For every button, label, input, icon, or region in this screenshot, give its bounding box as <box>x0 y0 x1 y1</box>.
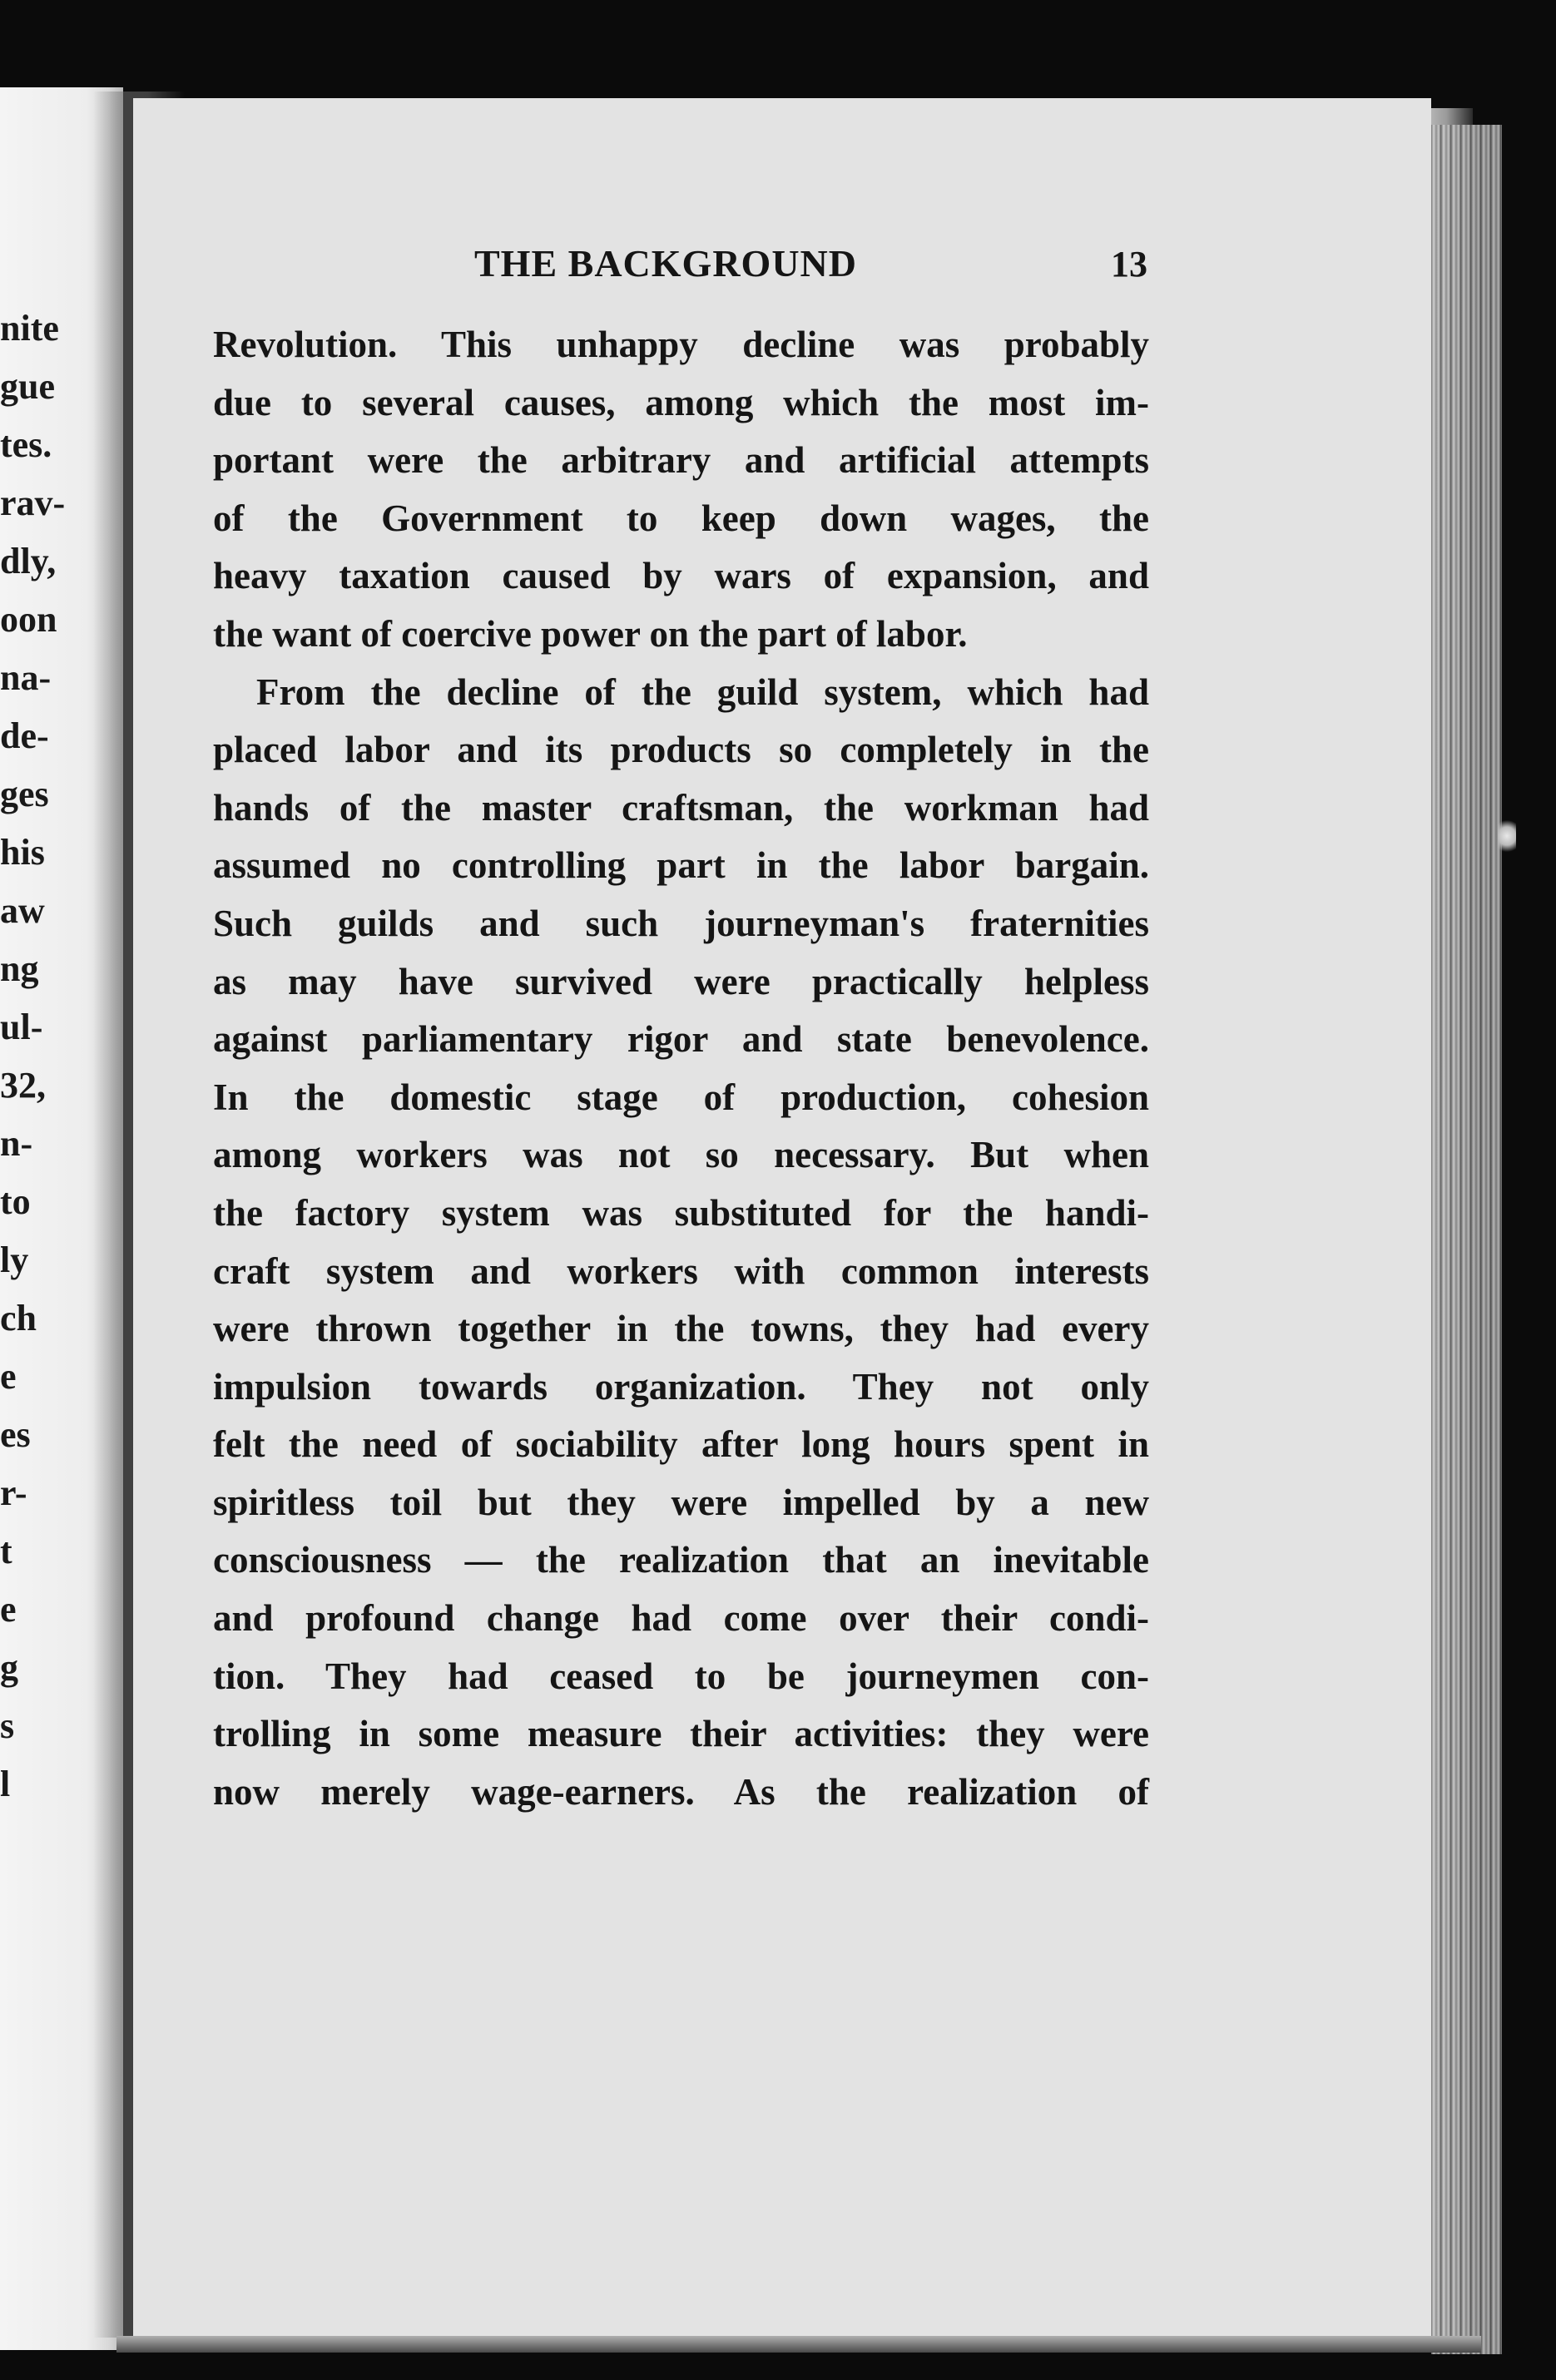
text-line: Such guilds and such journeyman's fraternities <box>213 902 1149 944</box>
text-line: From the decline of the guild system, which had <box>256 670 1149 713</box>
text-line: assumed no controlling part in the labor bargain. <box>213 844 1149 887</box>
text-line: hands of the master craftsman, the workman had <box>213 786 1149 829</box>
facing-page-fragment: ul- <box>0 1007 43 1047</box>
text-line: impulsion towards organization. They not only <box>213 1365 1149 1408</box>
facing-page-fragment: dly, <box>0 541 57 581</box>
text-line: placed labor and its products so completely in the <box>213 729 1149 771</box>
facing-page-fragment: nite <box>0 308 59 349</box>
facing-page-fragment: ch <box>0 1298 37 1338</box>
page-bottom-edge <box>116 2336 1481 2353</box>
facing-page-fragment: e <box>0 1589 17 1630</box>
facing-page-fragment: t <box>0 1531 12 1571</box>
facing-page-fragment: de- <box>0 715 49 756</box>
running-head: THE BACKGROUND <box>474 242 857 285</box>
text-line: as may have survived were practically helpless <box>213 960 1149 1002</box>
page-stack-edges <box>1431 125 1502 2354</box>
facing-page-fragment: l <box>0 1764 11 1804</box>
body-text <box>213 316 1149 1821</box>
facing-page-fragment: g <box>0 1647 18 1688</box>
facing-page-fragment: his <box>0 832 45 873</box>
text-line: felt the need of sociability after long hours spent in <box>213 1423 1149 1466</box>
paper-speck <box>1498 815 1516 857</box>
facing-page-fragment: aw <box>0 890 45 931</box>
text-line: the want of coercive power on the part of labor. <box>213 612 968 655</box>
text-line: of the Government to keep down wages, the <box>213 497 1149 539</box>
page-number: 13 <box>1111 244 1147 285</box>
text-line: the factory system was substituted for the handi- <box>213 1191 1149 1234</box>
text-line: craft system and workers with common interests <box>213 1249 1149 1292</box>
text-line: were thrown together in the towns, they had every <box>213 1308 1149 1350</box>
text-line: spiritless toil but they were impelled by a new <box>213 1481 1149 1523</box>
text-line: heavy taxation caused by wars of expansion, and <box>213 555 1149 597</box>
facing-page-fragment: na- <box>0 657 52 698</box>
text-line: now merely wage-earners. As the realization of <box>213 1770 1149 1813</box>
text-line: consciousness — the realization that an inevitable <box>213 1539 1149 1581</box>
text-line: tion. They had ceased to be journeymen con- <box>213 1655 1149 1697</box>
text-line: In the domestic stage of production, cohesion <box>213 1076 1149 1118</box>
facing-page-fragment: ges <box>0 774 49 814</box>
facing-page-fragment: e <box>0 1356 17 1397</box>
text-line: among workers was not so necessary. But when <box>213 1134 1149 1176</box>
facing-page-fragment: rav- <box>0 482 66 523</box>
facing-page-fragment: ng <box>0 948 39 989</box>
text-line: and profound change had come over their condi- <box>213 1597 1149 1640</box>
facing-page-fragment: to <box>0 1181 31 1222</box>
facing-page-fragment: tes. <box>0 424 52 465</box>
facing-page-fragment: gue <box>0 366 55 407</box>
text-line: portant were the arbitrary and artificial attempts <box>213 439 1149 482</box>
facing-page-fragment: s <box>0 1705 15 1746</box>
facing-page-fragment: ly <box>0 1239 29 1280</box>
facing-page-fragment: es <box>0 1414 31 1455</box>
text-line: Revolution. This unhappy decline was probably <box>213 324 1149 365</box>
facing-page-fragment: 32, <box>0 1065 46 1106</box>
text-line: trolling in some measure their activities: they were <box>213 1713 1149 1755</box>
text-line: due to several causes, among which the most im- <box>213 381 1149 423</box>
facing-page-fragment: oon <box>0 599 57 640</box>
text-line: against parliamentary rigor and state benevolence. <box>213 1018 1149 1061</box>
facing-page-fragment: r- <box>0 1472 27 1513</box>
facing-page-fragment: n- <box>0 1123 33 1164</box>
